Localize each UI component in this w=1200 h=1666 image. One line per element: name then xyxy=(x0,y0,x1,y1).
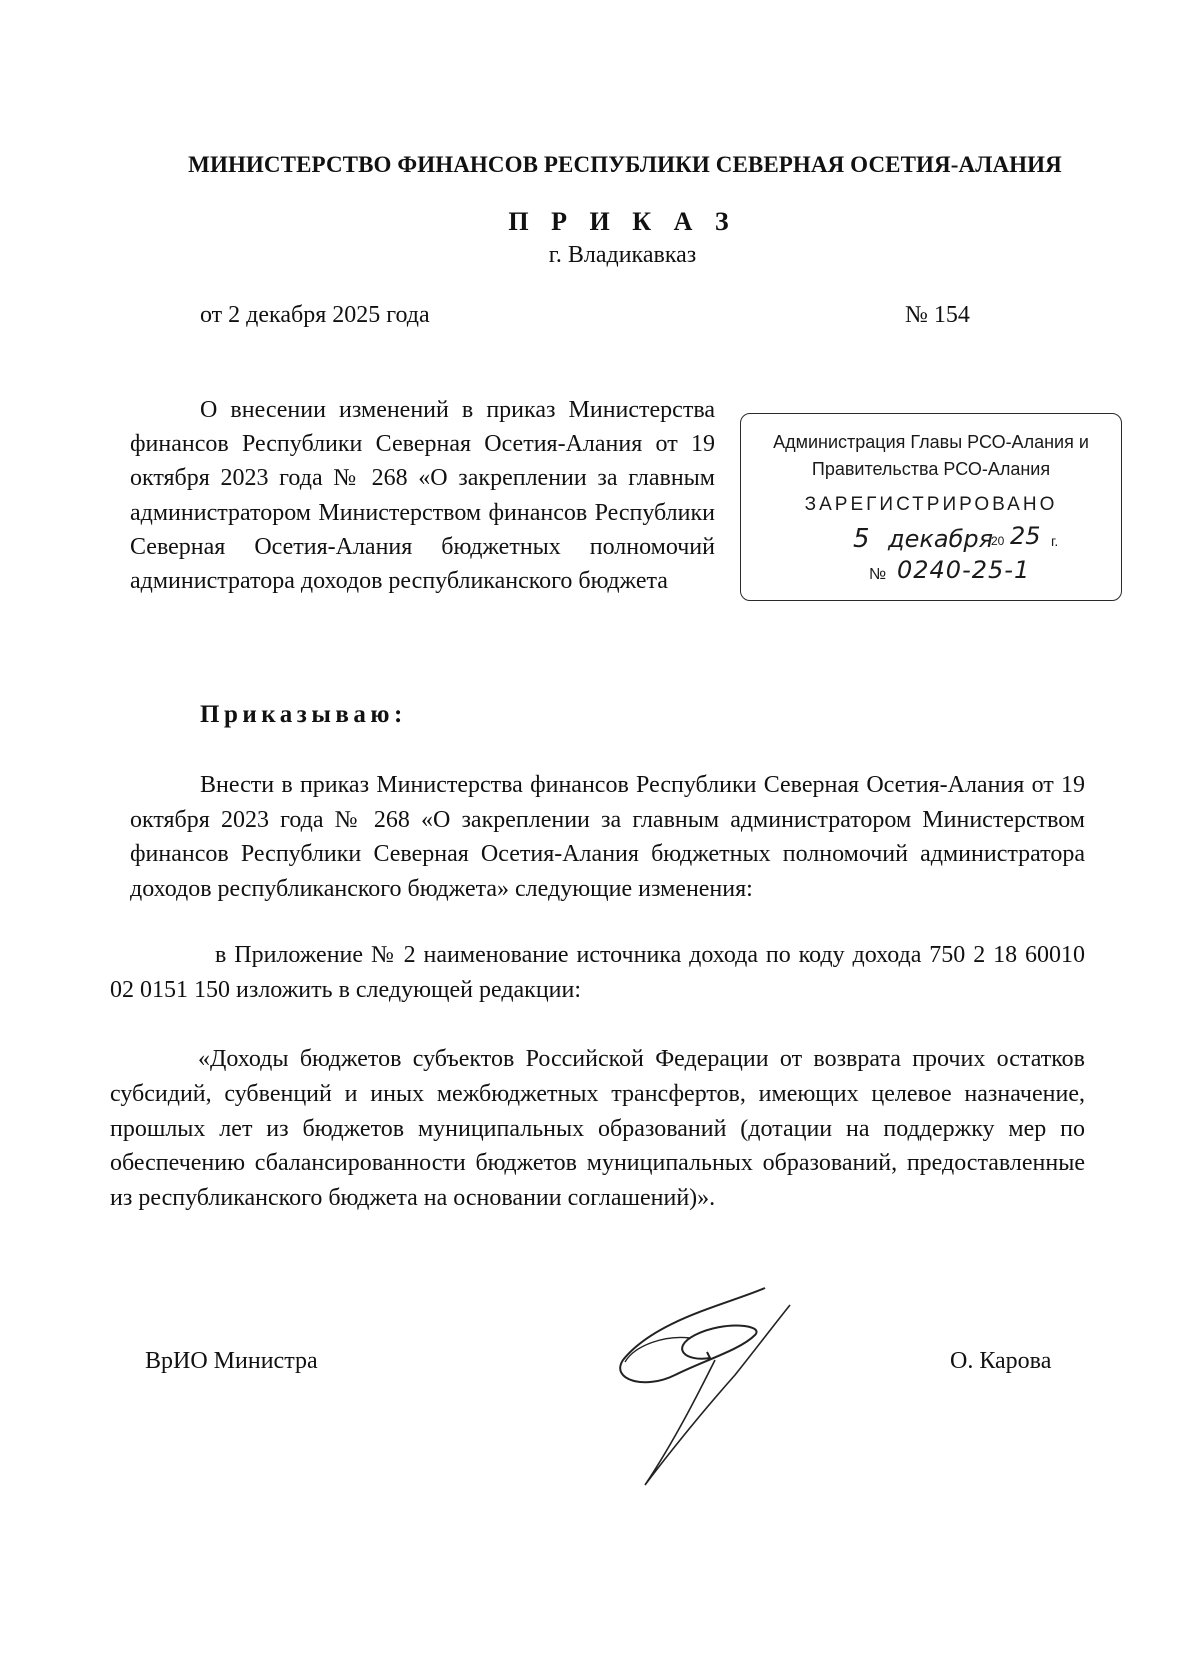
body-paragraph-2: в Приложение № 2 наименование источника дохода по коду дохода 750 2 18 60010 02 0151 150 изложить в следующей редакции: xyxy=(110,942,1085,1003)
stamp-organization-line1: Администрация Главы РСО-Алания и xyxy=(773,432,1089,452)
document-subject: О внесении изменений в приказ Министерства финансов Республики Северная Осетия-Алания от 19 октября 2023 года № 268 «О закреплении за главным администратором Министерством финансов Республики Северная Осетия-Алания бюджетных полномочий администратора доходов республиканского бюджета xyxy=(130,397,715,595)
stamp-number: 0240-25-1 xyxy=(897,556,1031,584)
stamp-organization-line2: Правительства РСО-Алания xyxy=(811,459,1051,479)
signatory-title: ВрИО Министра xyxy=(145,1348,318,1374)
handwritten-signature xyxy=(615,1280,835,1500)
stamp-month: декабря xyxy=(888,525,994,553)
document-city: г. Владикавказ xyxy=(548,242,697,268)
stamp-number-row xyxy=(869,558,1069,590)
registration-stamp xyxy=(740,413,1122,601)
document-number: № 154 xyxy=(905,302,970,328)
stamp-year: 25 xyxy=(1010,522,1041,550)
document-date: от 2 декабря 2025 года xyxy=(200,302,430,328)
body-paragraph-1: Внести в приказ Министерства финансов Республики Северная Осетия-Алания от 19 октября 2023 года № 268 «О закреплении за главным администратором Министерством финансов Республики Северная Осетия-Алания бюджетных полномочий администратора доходов республиканского бюджета» следующие изменения: xyxy=(130,772,1085,902)
stamp-day: 5 xyxy=(853,524,870,554)
document-type: П Р И К А З xyxy=(508,207,737,236)
order-directive: Приказываю: xyxy=(200,701,407,728)
stamp-year-prefix: 20 xyxy=(991,534,1005,548)
body-quote: «Доходы бюджетов субъектов Российской Федерации от возврата прочих остатков субсидий, субвенций и иных межбюджетных трансфертов, имеющих целевое назначение, прошлых лет из бюджетов муниципальных образований (дотации на поддержку мер по обеспечению сбалансированности бюджетов муниципальных образований, предоставленные из республиканского бюджета на основании соглашений)». xyxy=(110,1046,1085,1212)
stamp-year-suffix: г. xyxy=(1051,533,1059,549)
signatory-name: О. Карова xyxy=(950,1348,1052,1374)
stamp-registered-label: ЗАРЕГИСТРИРОВАНО xyxy=(804,494,1058,515)
stamp-number-label: № xyxy=(869,566,887,583)
ministry-name: МИНИСТЕРСТВО ФИНАНСОВ РЕСПУБЛИКИ СЕВЕРНАЯ ОСЕТИЯ-АЛАНИЯ xyxy=(188,152,1062,177)
